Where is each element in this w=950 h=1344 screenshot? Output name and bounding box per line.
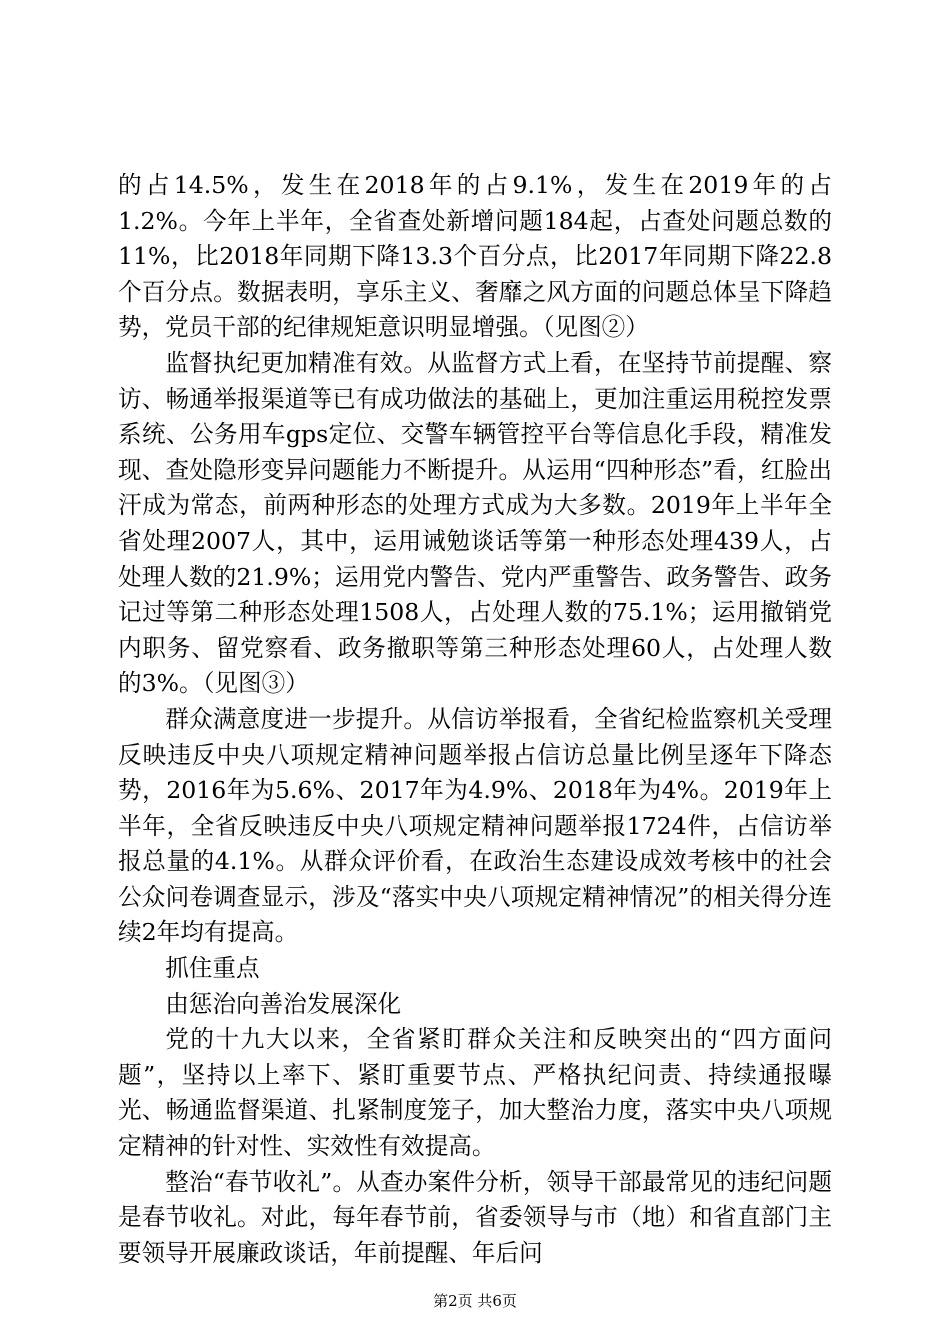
paragraph-continuation: 的占14.5%，发生在2018年的占9.1%，发生在2019年的占1.2%。今年上半年，全省查处新增问题184起，占查处问题总数的11%，比2018年同期下降13.3个百分点，比2017年同期下降22.8个百分点。数据表明，享乐主义、奢靡之风方面的问题总体呈下降趋势，党员干部的纪律规矩意识明显增强。（见图②） (118, 171, 832, 342)
section-subheading: 由惩治向善治发展深化 (165, 989, 402, 1018)
section-heading: 抓住重点 (165, 954, 260, 983)
paragraph-satisfaction: 群众满意度进一步提升。从信访举报看，全省纪检监察机关受理反映违反中央八项规定精神问题举报占信访总量比例呈逐年下降态势，2016年为5.6%、2017年为4.9%、2018年为4%。2019年上半年，全省反映违反中央八项规定精神问题举报1724件，占信访举报总量的4.1%。从群众评价看，在政治生态建设成效考核中的社会公众问卷调查显示，涉及“落实中央八项规定精神情况”的相关得分连续2年均有提高。 (118, 704, 832, 947)
document-body (118, 168, 832, 1271)
page-number-footer: 第2页 共6页 (433, 1292, 517, 1310)
paragraph-spring-festival: 整治“春节收礼”。从查办案件分析，领导干部最常见的违纪问题是春节收礼。对此，每年春节前，省委领导与市（地）和省直部门主要领导开展廉政谈话，年前提醒、年后问 (118, 1167, 832, 1267)
paragraph-supervision: 监督执纪更加精准有效。从监督方式上看，在坚持节前提醒、察访、畅通举报渠道等已有成功做法的基础上，更加注重运用税控发票系统、公务用车gps定位、交警车辆管控平台等信息化手段，精准发现、查处隐形变异问题能力不断提升。从运用“四种形态”看，红脸出汗成为常态，前两种形态的处理方式成为大多数。2019年上半年全省处理2007人，其中，运用诫勉谈话等第一种形态处理439人，占处理人数的21.9%；运用党内警告、党内严重警告、政务警告、政务记过等第二种形态处理1508人，占处理人数的75.1%；运用撤销党内职务、留党察看、政务撤职等第三种形态处理60人，占处理人数的3%。（见图③） (118, 348, 832, 698)
paragraph-nineteenth-congress: 党的十九大以来，全省紧盯群众关注和反映突出的“四方面问题”，坚持以上率下、紧盯重要节点、严格执纪问责、持续通报曝光、畅通监督渠道、扎紧制度笼子，加大整治力度，落实中央八项规定精神的针对性、实效性有效提高。 (118, 1025, 832, 1161)
